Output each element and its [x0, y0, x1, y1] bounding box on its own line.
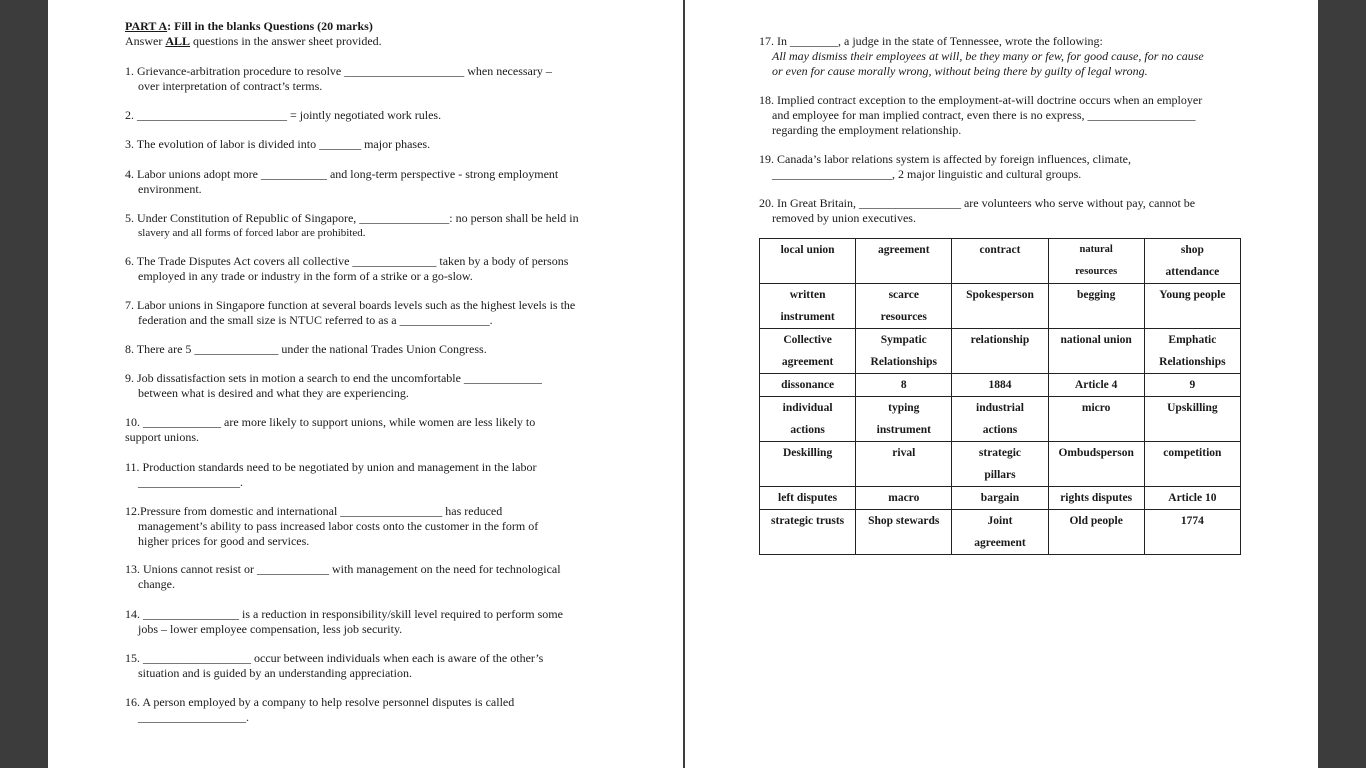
question-15: 15. __________________ occur between individuals when each is aware of the other’s situation and is guided by an understanding appreciation.: [125, 651, 544, 680]
word-bank-term-line2: agreement: [781, 356, 834, 368]
word-bank-cell: [856, 487, 952, 510]
word-bank-cell: [1144, 284, 1240, 329]
word-bank-term: bargain: [980, 492, 1020, 504]
word-bank-row: [760, 397, 1241, 442]
question-11: 11. Production standards need to be negotiated by union and management in the labor _________________.: [125, 460, 537, 489]
word-bank-cell: [856, 397, 952, 442]
word-bank-cell: [952, 329, 1048, 374]
word-bank-cell: [952, 487, 1048, 510]
word-bank-term: individual: [782, 402, 833, 414]
question-7: 7. Labor unions in Singapore function at several boards levels such as the highest levels is the federation and the small size is NTUC referred to as a _______________.: [125, 298, 576, 327]
word-bank-term: Emphatic: [1168, 334, 1217, 346]
word-bank-row: [760, 374, 1241, 397]
word-bank-cell: [856, 239, 952, 284]
word-bank-cell: [1048, 239, 1144, 284]
word-bank-cell: [952, 397, 1048, 442]
word-bank-cell: [1144, 442, 1240, 487]
word-bank-term: relationship: [970, 334, 1030, 346]
question-18: 18. Implied contract exception to the employment-at-will doctrine occurs when an employer and employee for man implied contract, even there is no express, __________________ regarding the employment relationship.: [759, 93, 1203, 137]
word-bank-term-line2: actions: [790, 424, 825, 436]
question-5: 5. Under Constitution of Republic of Singapore, _______________: no person shall be held in slavery and all forms of forced labor are prohibited.: [125, 211, 579, 239]
word-bank-cell: [856, 329, 952, 374]
word-bank-term: industrial: [976, 402, 1024, 414]
word-bank-term: Sympatic: [880, 334, 927, 346]
word-bank-row: [760, 284, 1241, 329]
word-bank-term: strategic: [978, 447, 1022, 459]
document-page-left: [48, 0, 683, 768]
word-bank-term-line2: pillars: [984, 469, 1016, 481]
word-bank-cell: [760, 374, 856, 397]
word-bank-cell: [1048, 329, 1144, 374]
word-bank-cell: [1048, 442, 1144, 487]
word-bank-term: macro: [888, 492, 920, 504]
question-2: 2. _________________________ = jointly negotiated work rules.: [125, 108, 442, 122]
question-10: 10. _____________ are more likely to support unions, while women are less likely to support unions.: [125, 415, 536, 444]
word-bank-term: left disputes: [778, 492, 838, 504]
word-bank-term: typing: [888, 402, 920, 414]
word-bank-term-line2: attendance: [1165, 266, 1220, 278]
word-bank-term: Article 10: [1168, 492, 1217, 504]
question-13: 13. Unions cannot resist or ____________ with management on the need for technological change.: [125, 562, 561, 591]
word-bank-term-line2: Relationships: [870, 356, 938, 368]
word-bank-term: Ombudsperson: [1058, 447, 1134, 459]
word-bank-cell: [760, 510, 856, 555]
word-bank-cell: [760, 397, 856, 442]
word-bank-cell: [856, 510, 952, 555]
question-14: 14. ________________ is a reduction in responsibility/skill level required to perform some jobs – lower employee compensation, less job security.: [125, 607, 563, 636]
question-9: 9. Job dissatisfaction sets in motion a search to end the uncomfortable _____________ between what is desired and what they are experiencing.: [125, 371, 542, 400]
word-bank-cell: [952, 374, 1048, 397]
word-bank-row: [760, 329, 1241, 374]
word-bank-term: Article 4: [1074, 379, 1118, 391]
question-8: 8. There are 5 ______________ under the national Trades Union Congress.: [125, 342, 487, 356]
word-bank-term: Deskilling: [782, 447, 833, 459]
word-bank-cell: [760, 487, 856, 510]
word-bank-term: Shop stewards: [868, 515, 940, 527]
word-bank-term: national union: [1060, 334, 1132, 346]
word-bank-term-line2: resources: [880, 311, 927, 323]
word-bank-term: written: [789, 289, 826, 301]
word-bank-term: micro: [1081, 402, 1111, 414]
word-bank-cell: [1048, 374, 1144, 397]
word-bank-row: [760, 442, 1241, 487]
word-bank-term: natural: [1079, 244, 1113, 255]
question-19: 19. Canada’s labor relations system is affected by foreign influences, climate, ____________________, 2 major linguistic and cultural groups.: [759, 152, 1131, 181]
question-3: 3. The evolution of labor is divided into _______ major phases.: [125, 137, 431, 151]
word-bank-term-line2: agreement: [974, 537, 1026, 549]
instruction: Answer ALL questions in the answer sheet provided.: [125, 34, 382, 48]
word-bank-term: begging: [1076, 289, 1116, 301]
part-heading: PART A: Fill in the blanks Questions (20 marks): [125, 19, 373, 33]
word-bank-cell: [1048, 397, 1144, 442]
word-bank-term-line2: resources: [1075, 266, 1118, 277]
word-bank-cell: [760, 329, 856, 374]
word-bank-term-line2: instrument: [876, 424, 931, 436]
word-bank-term: rights disputes: [1060, 492, 1133, 504]
word-bank-row: [760, 239, 1241, 284]
word-bank-cell: [1144, 329, 1240, 374]
word-bank-term: shop: [1180, 244, 1204, 256]
word-bank-term: competition: [1163, 447, 1222, 459]
word-bank-cell: [1144, 487, 1240, 510]
word-bank-term-line2: actions: [982, 424, 1018, 436]
question-1: 1. Grievance-arbitration procedure to resolve ____________________ when necessary – over interpretation of contract’s terms.: [125, 64, 552, 93]
word-bank-term: dissonance: [781, 379, 835, 391]
word-bank-row: [760, 487, 1241, 510]
word-bank-term: contract: [979, 244, 1021, 256]
word-bank-term: scarce: [888, 289, 919, 301]
word-bank-cell: [1144, 374, 1240, 397]
word-bank-cell: [952, 239, 1048, 284]
word-bank-cell: [856, 284, 952, 329]
word-bank-term: Upskilling: [1167, 402, 1218, 414]
word-bank-cell: [1048, 284, 1144, 329]
word-bank-term: local union: [780, 244, 835, 256]
word-bank-term: 8: [900, 379, 907, 391]
word-bank-term: 1774: [1180, 515, 1204, 527]
word-bank-cell: [760, 442, 856, 487]
question-6: 6. The Trade Disputes Act covers all collective ______________ taken by a body of persons employed in any trade or industry in the form of a strike or a go-slow.: [125, 254, 569, 283]
word-bank-term-line2: Relationships: [1159, 356, 1226, 368]
word-bank-cell: [952, 510, 1048, 555]
word-bank-cell: [952, 442, 1048, 487]
word-bank-cell: [856, 374, 952, 397]
word-bank-cell: [1048, 487, 1144, 510]
question-17: 17. In ________, a judge in the state of Tennessee, wrote the following: All may dismiss their employees at will, be they many or few, for good cause, for no cause or even for cause morally wrong, without being there by guilty of legal wrong.: [759, 34, 1204, 78]
word-bank-term: Collective: [783, 334, 832, 346]
word-bank-cell: [1144, 397, 1240, 442]
word-bank-term: Spokesperson: [966, 289, 1034, 301]
word-bank-table: [759, 238, 1241, 555]
question-4: 4. Labor unions adopt more ___________ and long-term perspective - strong employment environment.: [125, 167, 559, 196]
word-bank-cell: [1144, 510, 1240, 555]
document-page-right: [685, 0, 1318, 768]
word-bank-cell: [760, 239, 856, 284]
word-bank-term: 9: [1189, 379, 1196, 391]
word-bank-term: strategic trusts: [771, 515, 845, 527]
word-bank-cell: [760, 284, 856, 329]
word-bank-term: 1884: [988, 379, 1012, 391]
word-bank-term: rival: [892, 447, 916, 459]
word-bank-row: [760, 510, 1241, 555]
word-bank-term: agreement: [878, 244, 930, 256]
word-bank-cell: [952, 284, 1048, 329]
word-bank-cell: [856, 442, 952, 487]
word-bank-cell: [1048, 510, 1144, 555]
word-bank-term-line2: instrument: [780, 311, 835, 323]
question-20: 20. In Great Britain, _________________ are volunteers who serve without pay, cannot be removed by union executives.: [759, 196, 1196, 225]
word-bank-term: Joint: [987, 515, 1013, 527]
word-bank-term: Young people: [1159, 289, 1226, 301]
word-bank-cell: [1144, 239, 1240, 284]
question-16: 16. A person employed by a company to help resolve personnel disputes is called __________________.: [125, 695, 515, 724]
question-12: 12.Pressure from domestic and international _________________ has reduced management’s ability to pass increased labor costs onto the customer in the form of higher prices for good and services.: [125, 504, 539, 548]
word-bank-term: Old people: [1069, 515, 1123, 527]
